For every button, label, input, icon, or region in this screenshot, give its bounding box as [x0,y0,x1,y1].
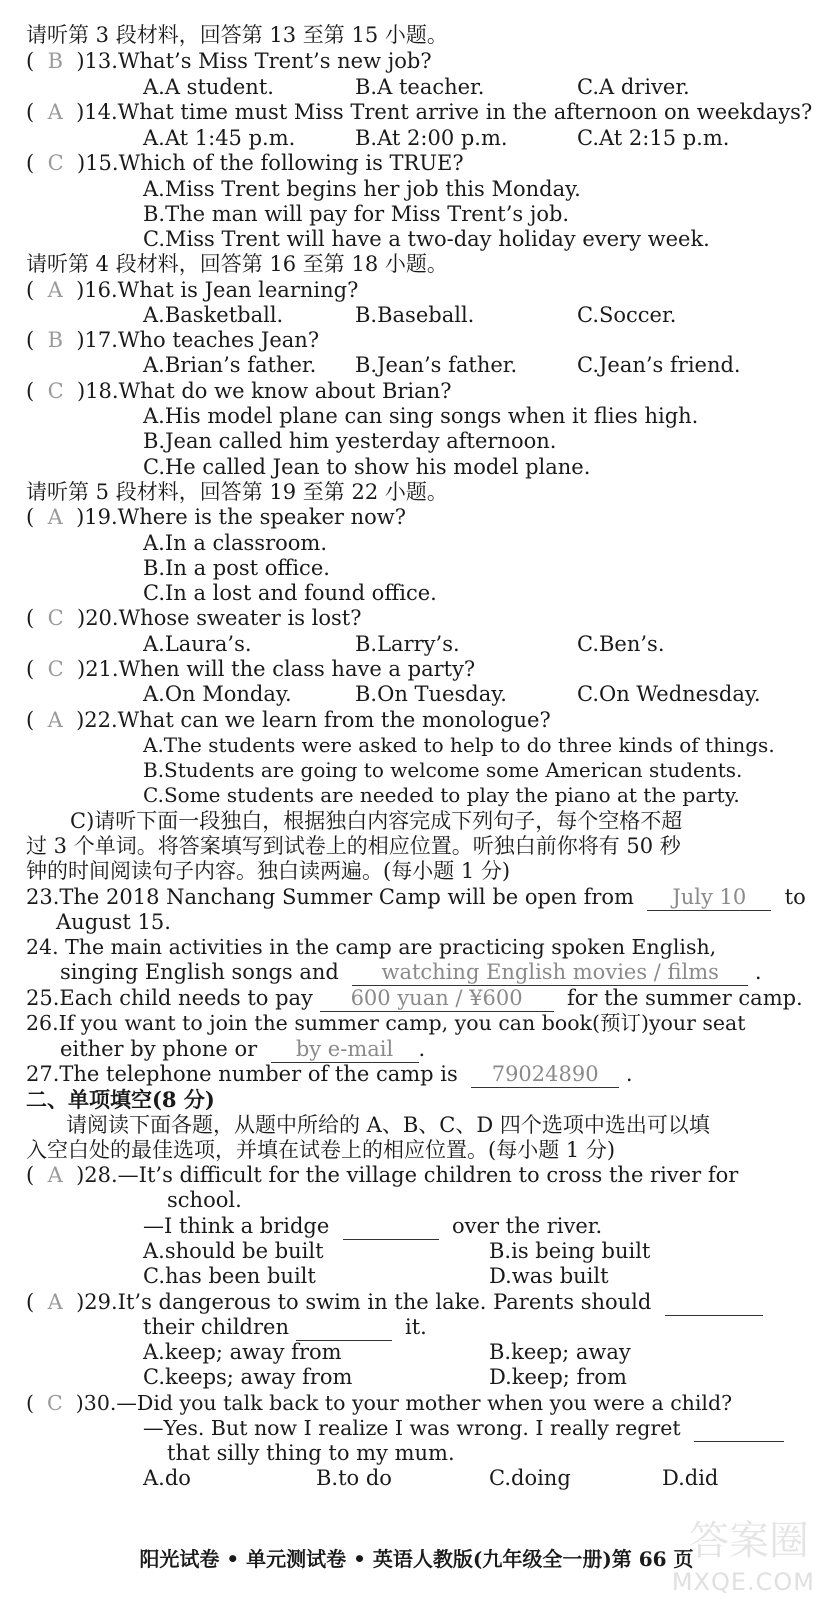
option-b: B.is being built [489,1239,651,1263]
option-b: B.Larry’s. [355,632,460,656]
option-c: C.On Wednesday. [577,682,761,706]
question-13: ( B )13.What’s Miss Trent’s new job? [26,49,432,73]
section4-intro: 请听第 4 段材料，回答第 16 至第 18 小题。 [26,252,448,276]
question-26-cont: either by phone or by e-mail . [60,1037,426,1061]
option-b: B.The man will pay for Miss Trent’s job. [143,202,570,226]
partc-instructions-2: 过 3 个单词。将答案填写到试卷上的相应位置。听独白前你将有 50 秒 [26,834,681,858]
option-b: B.On Tuesday. [355,682,507,706]
question-22: ( A )22.What can we learn from the monologue? [26,708,551,732]
option-c: C.A driver. [577,75,690,99]
question-20: ( C )20.Whose sweater is lost? [26,606,362,630]
question-30: ( C )30.—Did you talk back to your mother when you were a child? [26,1391,733,1415]
question-16: ( A )16.What is Jean learning? [26,278,359,302]
part2-instructions-1: 请阅读下面各题，从题中所给的 A、B、C、D 四个选项中选出可以填 [66,1113,710,1137]
question-14: ( A )14.What time must Miss Trent arrive in the afternoon on weekdays? [26,100,813,124]
partc-instructions-1: C)请听下面一段独白，根据独白内容完成下列句子，每个空格不超 [70,809,683,833]
option-a: A.Brian’s father. [143,353,317,377]
blank-29b [296,1314,392,1341]
option-a: A.The students were asked to help to do three kinds of things. [143,733,775,757]
option-a: A.On Monday. [143,682,292,706]
option-b: B.At 2:00 p.m. [355,126,508,150]
question-17: ( B )17.Who teaches Jean? [26,328,320,352]
section3-intro: 请听第 3 段材料，回答第 13 至第 15 小题。 [26,23,448,47]
option-c: C.Miss Trent will have a two-day holiday every week. [143,227,710,251]
question-23: 23.The 2018 Nanchang Summer Camp will be open from July 10 to [26,885,806,909]
answer-19: A [47,505,63,529]
answer-30: C [47,1391,63,1415]
option-d: D.was built [489,1264,609,1288]
question-30-cont: that silly thing to my mum. [167,1441,455,1465]
answer-21: C [47,657,64,681]
question-29: ( A )29.It’s dangerous to swim in the lake. Parents should [26,1289,763,1316]
blank-30 [694,1415,784,1442]
option-a: A.At 1:45 p.m. [143,126,296,150]
question-24: 24. The main activities in the camp are practicing spoken English, [26,935,717,959]
option-b: B.keep; away [489,1340,631,1364]
option-b: B.Baseball. [355,303,475,327]
answer-28: A [47,1163,63,1187]
option-a: A.keep; away from [143,1340,342,1364]
question-27: 27.The telephone number of the camp is 79024890 . [26,1062,633,1086]
answer-17: B [47,328,63,352]
answer-27: 79024890 [471,1061,619,1088]
question-28: ( A )28.—It’s difficult for the village children to cross the river for [26,1163,739,1187]
answer-29: A [47,1290,63,1314]
question-23-cont: August 15. [56,910,171,934]
option-b: B.In a post office. [143,556,330,580]
option-d: D.keep; from [489,1365,627,1389]
option-c: C.Ben’s. [577,632,665,656]
option-b: B.Jean called him yesterday afternoon. [143,429,557,453]
option-c: C.At 2:15 p.m. [577,126,730,150]
partc-instructions-3: 钟的时间阅读句子内容。独白读两遍。(每小题 1 分) [26,859,511,883]
answer-20: C [47,606,64,630]
option-c: C.In a lost and found office. [143,581,437,605]
answer-18: C [47,379,64,403]
watermark-site: MXQE.COM [671,1568,815,1596]
question-28-cont: school. [167,1188,242,1212]
option-d: D.did [662,1466,719,1490]
question-15: ( C )15.Which of the following is TRUE? [26,151,464,175]
watermark-logo: 答案圈 [689,1518,809,1564]
question-30-reply: —Yes. But now I realize I was wrong. I really regret [143,1415,784,1442]
question-25: 25.Each child needs to pay 600 yuan / ¥600 for the summer camp. [26,986,803,1010]
option-a: A.In a classroom. [143,531,327,555]
option-a: A.Miss Trent begins her job this Monday. [143,177,581,201]
answer-23: July 10 [647,884,771,911]
question-18: ( C )18.What do we know about Brian? [26,379,452,403]
part2-instructions-2: 入空白处的最佳选项，并填在试卷上的相应位置。(每小题 1 分) [26,1138,616,1162]
blank-28 [343,1213,439,1240]
option-c: C.Some students are needed to play the piano at the party. [143,783,740,807]
option-a: A.His model plane can sing songs when it flies high. [143,404,699,428]
answer-14: A [47,100,63,124]
answer-16: A [47,278,63,302]
option-c: C.doing [489,1466,571,1490]
section5-intro: 请听第 5 段材料，回答第 19 至第 22 小题。 [26,480,448,504]
option-c: C.keeps; away from [143,1365,353,1389]
option-b: B.Jean’s father. [355,353,518,377]
question-29-cont: their children it. [143,1315,427,1339]
option-b: B.to do [316,1466,392,1490]
answer-15: C [47,151,64,175]
question-26: 26.If you want to join the summer camp, you can book(预订)your seat [26,1011,746,1035]
option-a: A.should be built [143,1239,324,1263]
part2-heading: 二、单项填空(8 分) [26,1087,215,1112]
option-c: C.Soccer. [577,303,677,327]
option-c: C.Jean’s friend. [577,353,741,377]
question-21: ( C )21.When will the class have a party? [26,657,476,681]
question-24-cont: singing English songs and watching English movies / films . [60,960,762,984]
option-a: A.do [143,1466,191,1490]
question-28-reply: —I think a bridge over the river. [143,1214,603,1238]
option-a: A.Laura’s. [143,632,252,656]
option-a: A.Basketball. [143,303,284,327]
answer-24: watching English movies / films [352,959,748,986]
answer-26: by e-mail [271,1036,419,1063]
question-19: ( A )19.Where is the speaker now? [26,505,407,529]
blank-29a [665,1289,763,1316]
option-a: A.A student. [143,75,274,99]
page-footer: 阳光试卷 • 单元测试卷 • 英语人教版(九年级全一册)第 66 页 [139,1547,694,1571]
answer-22: A [47,708,63,732]
answer-25: 600 yuan / ¥600 [320,985,554,1012]
option-b: B.A teacher. [355,75,485,99]
answer-13: B [47,49,63,73]
option-c: C.has been built [143,1264,316,1288]
option-b: B.Students are going to welcome some American students. [143,758,743,782]
option-c: C.He called Jean to show his model plane. [143,455,591,479]
